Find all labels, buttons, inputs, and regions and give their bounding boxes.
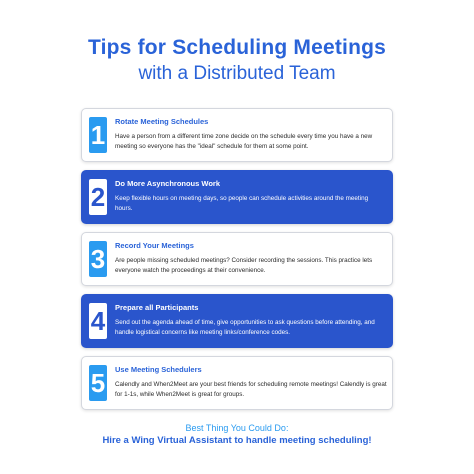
- tip-description: Calendly and When2Meet are your best friends for scheduling remote meetings! Calendly is great for 1-1s, while When2Meet is great for groups.: [115, 381, 387, 398]
- tip-card-3: [81, 232, 393, 286]
- tip-title: Rotate Meeting Schedules: [115, 117, 209, 126]
- tip-number-badge: 3: [89, 241, 107, 277]
- tip-description: Keep flexible hours on meeting days, so people can schedule activities around the meeting hours.: [115, 195, 369, 212]
- tip-card-4: [81, 294, 393, 348]
- tip-title: Record Your Meetings: [115, 241, 194, 250]
- tips-list: [81, 108, 393, 418]
- tip-title: Do More Asynchronous Work: [115, 179, 221, 188]
- tip-number-badge: 5: [89, 365, 107, 401]
- page-title: Tips for Scheduling Meetings: [87, 36, 387, 59]
- tip-card-5: [81, 356, 393, 410]
- tip-title: Prepare all Participants: [115, 303, 199, 312]
- tip-number-badge: 1: [89, 117, 107, 153]
- footer-call-to-action: Hire a Wing Virtual Assistant to handle meeting scheduling!: [102, 435, 372, 446]
- tip-number-badge: 2: [89, 179, 107, 215]
- tip-title: Use Meeting Schedulers: [115, 365, 202, 374]
- footer-lead-text: Best Thing You Could Do:: [185, 423, 289, 433]
- page-subtitle: with a Distributed Team: [138, 63, 336, 84]
- tip-description: Are people missing scheduled meetings? Consider recording the sessions. This practice lets everyone watch the proceedings at their convenience.: [115, 257, 373, 274]
- tip-description: Have a person from a different time zone decide on the schedule every time you have a new meeting so everyone has the "ideal" schedule for them at some point.: [115, 133, 373, 150]
- tip-card-1: [81, 108, 393, 162]
- tip-description: Send out the agenda ahead of time, give opportunities to ask questions before attending, and handle logistical concerns like meeting links/conference codes.: [115, 319, 375, 336]
- tip-number-badge: 4: [89, 303, 107, 339]
- tip-card-2: [81, 170, 393, 224]
